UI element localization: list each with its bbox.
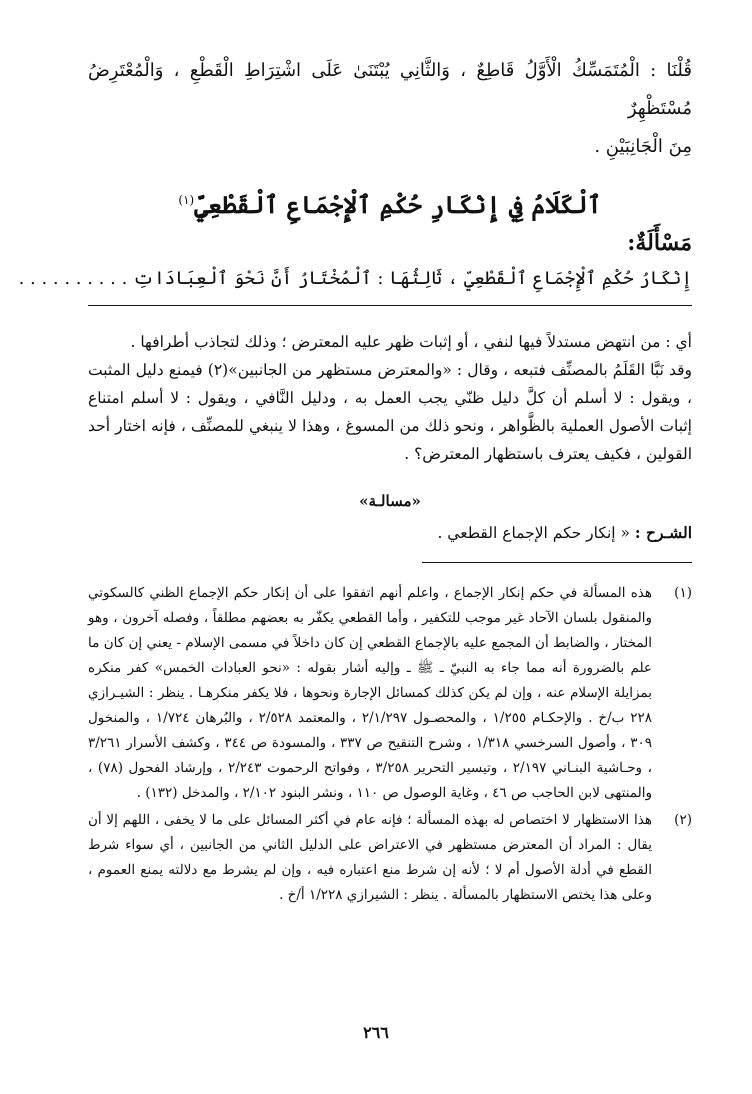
commentary-label: الشـرح : xyxy=(634,523,692,542)
matn-top-line-1: قُلْنَا : الْمُتَمَسِّكُ الْأَوَّلُ قَاطِعٌ ، وَالثَّانِي يُبْتَنَىٰ عَلَى اشْتِرَاطِ الْقَطْعِ ، وَالْمُعْتَرِضُ مُسْتَظْهِرٌ xyxy=(88,60,692,119)
commentary-body xyxy=(88,328,692,468)
section-heading xyxy=(88,180,692,225)
commentary-paragraph-1: أي : من انتهض مستدلاً فيها لنفي ، أو إثبات ظهر عليه المعترض ؛ وذلك لتجاذب أطرافها . xyxy=(130,333,692,351)
footnote-text: هذه المسألة في حكم إنكار الإجماع ، واعلم أنهم اتفقوا على أن إنكار حكم الإجماع الظني كالسكوتي والمنقول بلسان الآحاد غير موجب للتكفير ، وأما القطعي يكفّر به بعضهم مطلقاً ، وفصله آخرون ، وهو المختار ، والضابط أن المجمع عليه بالإجماع القطعي إن كان داخلاً في مسمى الإسلام - يعني إن كان ما علم بالضرورة أنه مما جاء به النبيّ ـ ﷺ ـ وإليه أشار بقوله : «نحو العبادات الخمس» كفر منكره بمزايلة الإسلام عنه ، وإن لم يكن كذلك كمسائل الإجارة ونحوها ، فلا يكفر منكرهـا . ينظر : الشيـرازي ٢٢٨ ب/خ . والإحكـام ١/٢٥٥ ، والمحصـول ٢/١/٢٩٧ ، والمعتمد ٢/٥٢٨ ، والبُرهان ١/٧٢٤ ، والمنخول ٣٠٩ ، وأصول السرخسي ١/٣١٨ ، وشرح التنقيح ص ٣٣٧ ، والمسودة ص ٣٤٤ ، وكشف الأسرار ٣/٢٦١ ، وحـاشية البنـاني ٢/١٩٧ ، وتيسير التحرير ٣/٢٥٨ ، وفواتح الرحموت ٢/٢٤٣ ، وإرشاد الفحول (٧٨) ، والمنتهى لابن الحاجب ص ٤٦ ، وغاية الوصول ص ١١٠ ، ونشر البنود ٢/١٠٢ ، والمدخل (١٣٢) . xyxy=(88,585,653,801)
footnote-number: (٢) xyxy=(674,812,692,828)
commentary-paragraph-2: وقد نَبَّا القَلَمُ بالمصنِّف فتبعه ، وقال : «والمعترض مستظهر من الجانبين»(٢) فيمنع دليل المثبت ، ويقول : لا أسلم أن كلَّ دليل ظنّي يجب العمل به ، ودليل النَّافي ، ويقول : لا أسلم امتناع إثبات الأصول العملية بالظَّواهر ، ونحو ذلك من المسوغ ، وهذا لا ينبغي للمصنِّف ، فإنه اختار أحد القولين ، فكيف يعترف باستظهار المعترض؟ . xyxy=(88,361,692,463)
section-heading-note-ref: (١) xyxy=(178,193,195,207)
masala-title: مَسْأَلَةٌ: xyxy=(627,230,692,256)
footnote-text: هذا الاستظهار لا اختصاص له بهذه المسألة ؛ فإنه عام في أكثر المسائل على ما لا يخفى ، اللهم إلا أن يقال : المراد أن المعترض مستظهر في الاعتراض على الدليل الثاني من الجانبين ، أي سواء شرط القطع في أدلة الأصول أم لا ؛ لأنه إن شرط منع اعتباره فيه ، وإن لم يشرط مع دلالته يمنع العموم ، وعلى هذا يختص الاستظهار بالمسألة . ينظر : الشيرازي ١/٢٢٨ أ/خ . xyxy=(88,812,652,903)
commentary-issue-text: « إنكار حكم الإجماع القطعي . xyxy=(437,524,630,542)
masala-subtitle: «مسالـة» xyxy=(359,492,421,510)
matn-divider xyxy=(88,305,692,306)
footnotes xyxy=(88,581,692,908)
footnote xyxy=(88,808,692,908)
commentary-issue-line xyxy=(88,518,692,548)
footnote xyxy=(88,581,692,806)
page-content xyxy=(18,52,692,1054)
section-heading-text: ٱلْكَلَامُ فِي إِنْكَارِ حُكْمِ ٱلْإِجْمَاعِ ٱلْقَطْعِيِّ xyxy=(194,190,602,219)
matn-top-line-2: مِنَ الْجَانِبَيْنِ . xyxy=(594,136,692,157)
page-number: ٢٦٦ xyxy=(363,1023,389,1042)
matn-issue-line: إِنْكَارُ حُكْمِ ٱلْإِجْمَاعِ ٱلْقَطْعِيِّ ، ثَالِثُهَا : ٱلْمُخْتَارُ أَنَّ نَحْوَ ٱلْعِبَادَاتِ . . . . . . . . . . xyxy=(18,268,692,289)
matn-top xyxy=(88,52,692,166)
footnote-divider xyxy=(422,562,692,563)
footnote-number: (١) xyxy=(674,585,692,601)
